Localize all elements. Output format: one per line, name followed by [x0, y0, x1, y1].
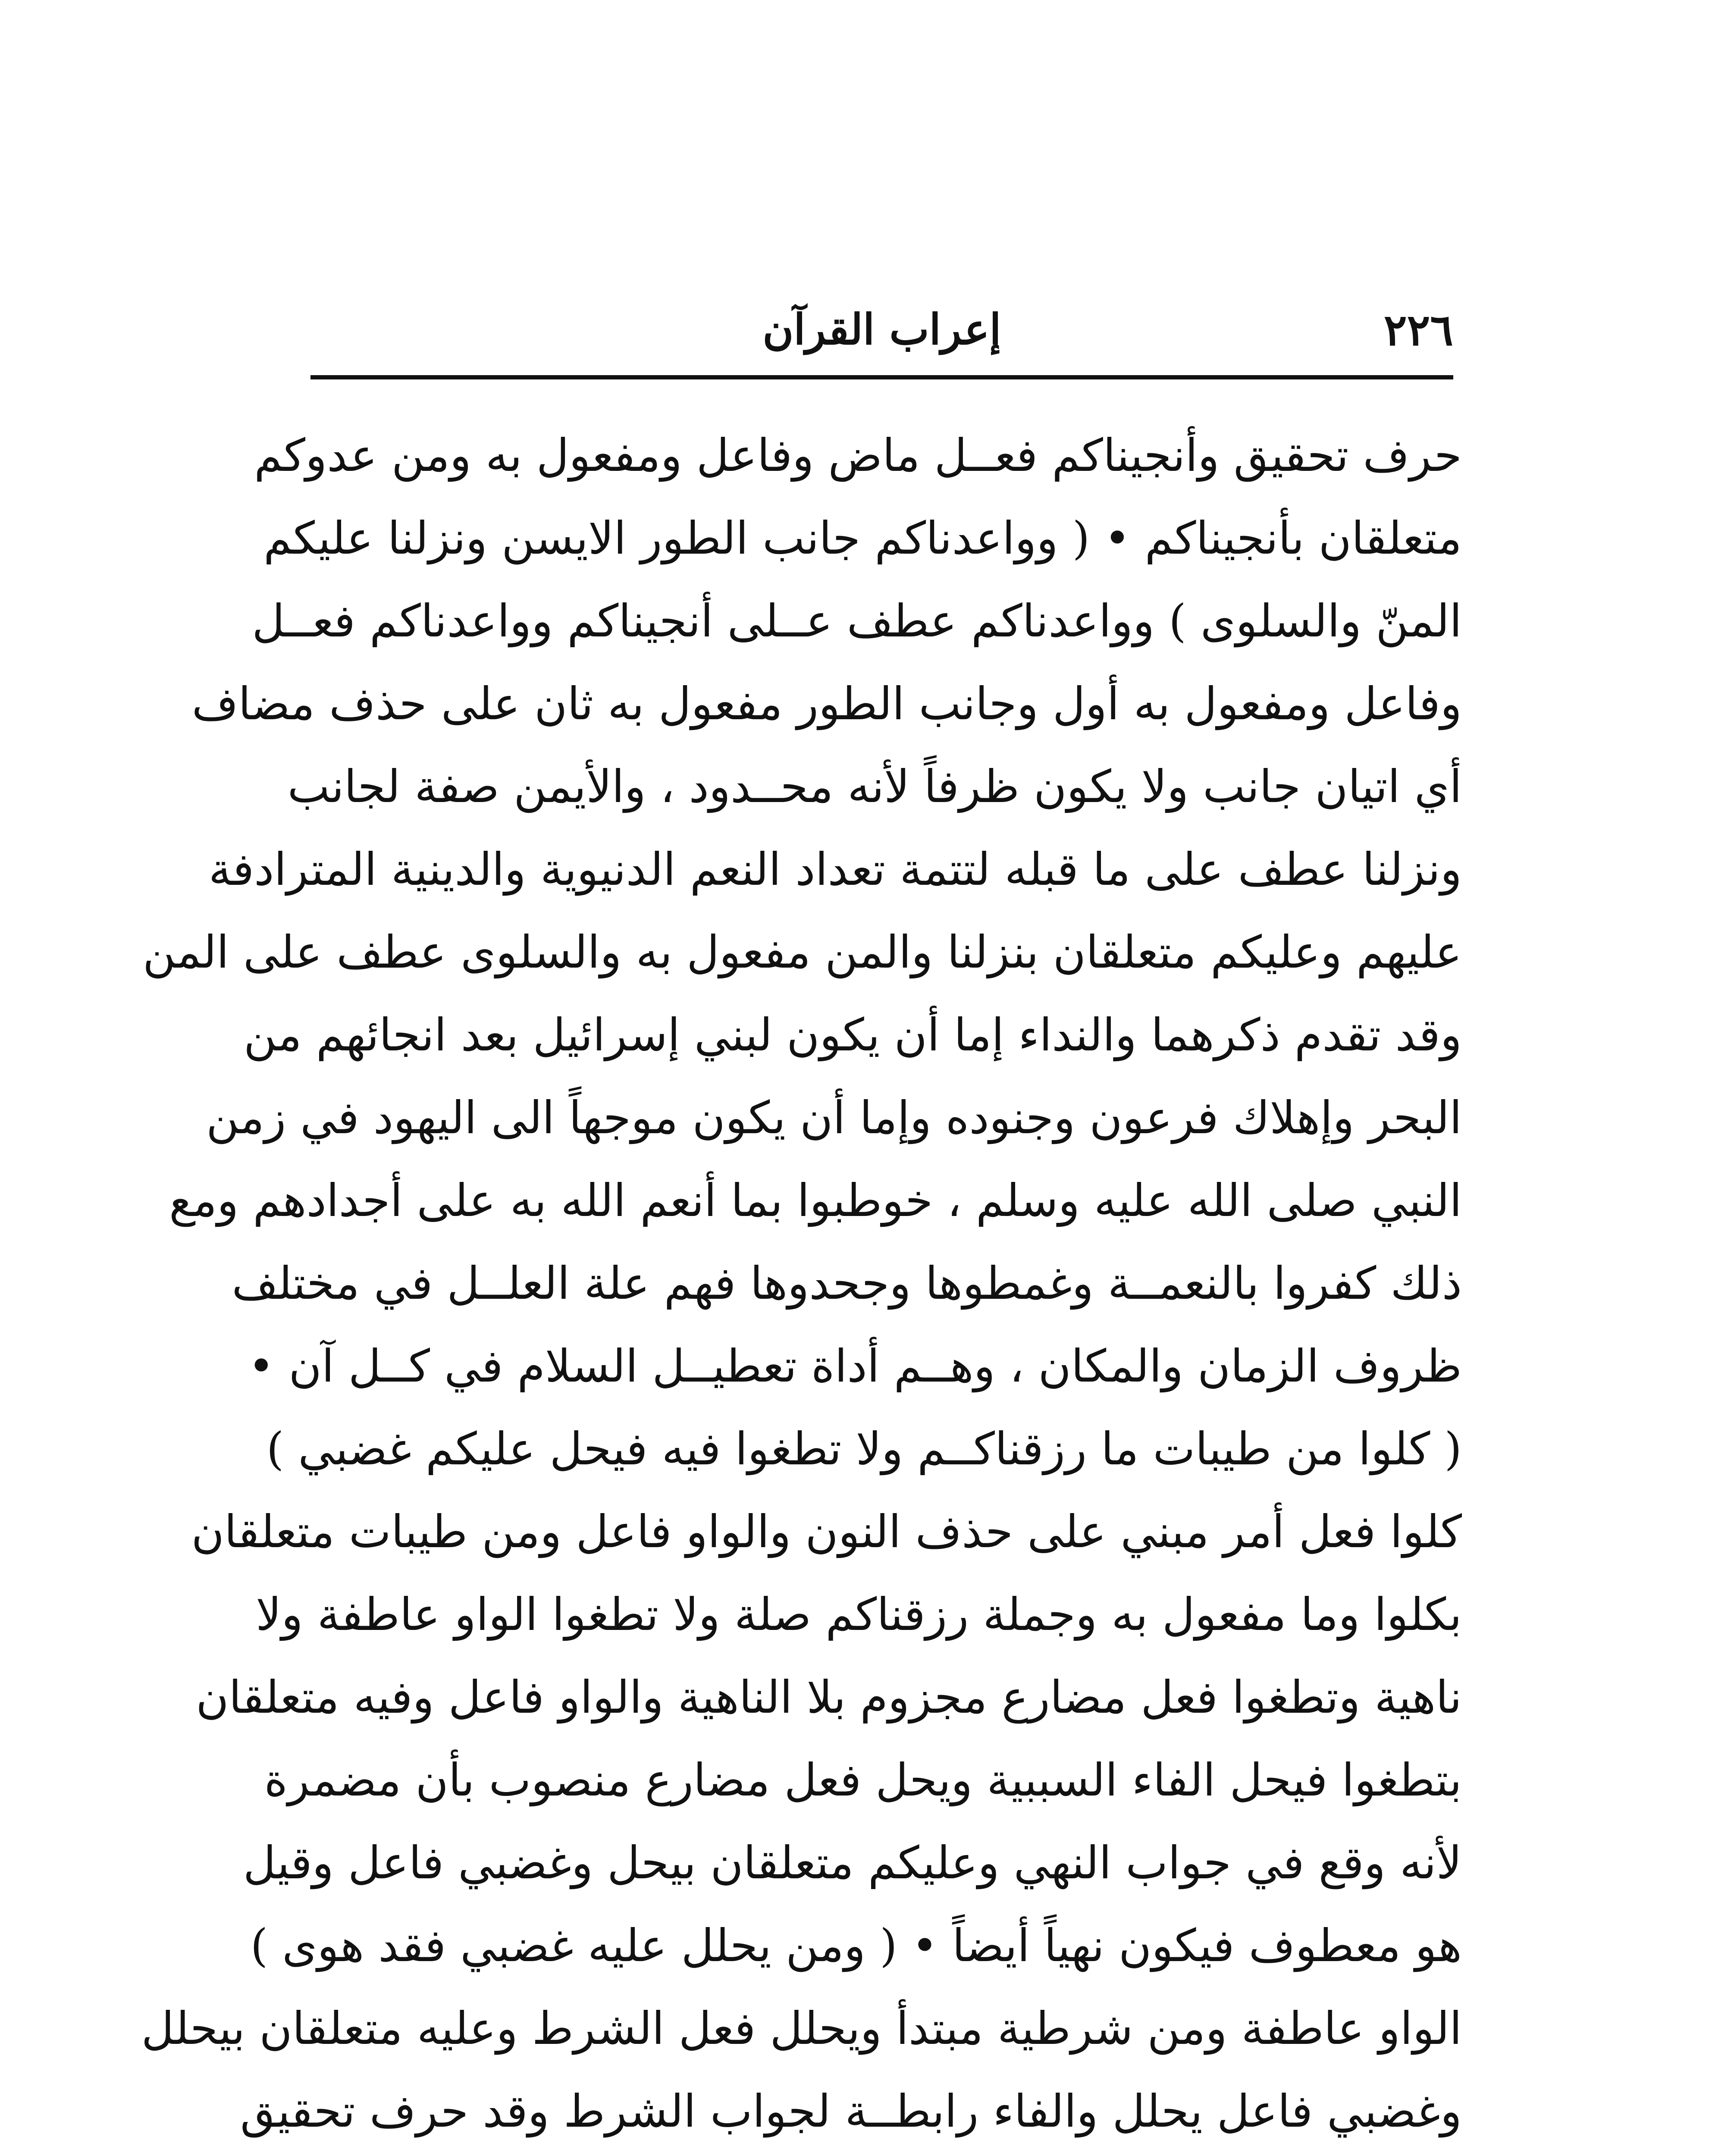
text-line: متعلقان بأنجيناكم • ( وواعدناكم جانب الطور الايسن ونزلنا عليكم — [263, 512, 1462, 564]
text-line: ناهية وتطغوا فعل مضارع مجزوم بلا الناهية والواو فاعل وفيه متعلقان — [196, 1671, 1462, 1724]
text-line: وقد تقدم ذكرهما والنداء إما أن يكون لبني إسرائيل بعد انجائهم من — [243, 1009, 1462, 1061]
running-title: إعراب القرآن — [762, 305, 1001, 354]
text-line: بتطغوا فيحل الفاء السببية ويحل فعل مضارع منصوب بأن مضمرة — [264, 1754, 1462, 1806]
text-line: الواو عاطفة ومن شرطية مبتدأ ويحلل فعل الشرط وعليه متعلقان بيحلل — [141, 2002, 1462, 2055]
text-line: وفاعل ومفعول به أول وجانب الطور مفعول به ثان على حذف مضاف — [191, 677, 1462, 730]
text-line: هو معطوف فيكون نهياً أيضاً • ( ومن يحلل عليه غضبي فقد هوى ) — [250, 1919, 1462, 1972]
text-line: أي اتيان جانب ولا يكون ظرفاً لأنه محــدود ، والأيمن صفة لجانب — [287, 760, 1462, 813]
text-line: لأنه وقع في جواب النهي وعليكم متعلقان بيحل وغضبي فاعل وقيل — [243, 1836, 1462, 1889]
text-line: ذلك كفروا بالنعمــة وغمطوها وجحدوها فهم علة العلــل في مختلف — [232, 1257, 1462, 1310]
text-line: البحر وإهلاك فرعون وجنوده وإما أن يكون موجهاً الى اليهود في زمن — [206, 1091, 1462, 1144]
text-line: ونزلنا عطف على ما قبله لتتمة تعداد النعم الدنيوية والدينية المترادفة — [208, 843, 1462, 896]
text-line: ( كلوا من طيبات ما رزقناكــم ولا تطغوا فيه فيحل عليكم غضبي ) — [266, 1423, 1462, 1475]
text-line: النبي صلى الله عليه وسلم ، خوطبوا بما أنعم الله به على أجدادهم ومع — [169, 1174, 1462, 1227]
text-line: وغضبي فاعل يحلل والفاء رابطــة لجواب الشرط وقد حرف تحقيق — [240, 2085, 1462, 2137]
page-body — [141, 414, 1462, 2156]
text-line: ظروف الزمان والمكان ، وهــم أداة تعطيــل السلام في كــل آن • — [248, 1340, 1462, 1392]
text-line: المنّ والسلوى ) وواعدناكم عطف عــلى أنجيناكم وواعدناكم فعــل — [252, 595, 1462, 647]
text-line: حرف تحقيق وأنجيناكم فعــل ماض وفاعل ومفعول به ومن عدوكم — [254, 429, 1462, 482]
page-number: ٢٢٦ — [1383, 304, 1453, 355]
text-line: بكلوا وما مفعول به وجملة رزقناكم صلة ولا تطغوا الواو عاطفة ولا — [256, 1588, 1462, 1641]
text-line: كلوا فعل أمر مبني على حذف النون والواو فاعل ومن طيبات متعلقان — [191, 1505, 1462, 1558]
text-line — [302, 2153, 1462, 2156]
header-rule — [310, 375, 1453, 379]
text-line: عليهم وعليكم متعلقان بنزلنا والمن مفعول به والسلوى عطف على المن — [143, 926, 1462, 978]
page-header — [310, 298, 1453, 362]
